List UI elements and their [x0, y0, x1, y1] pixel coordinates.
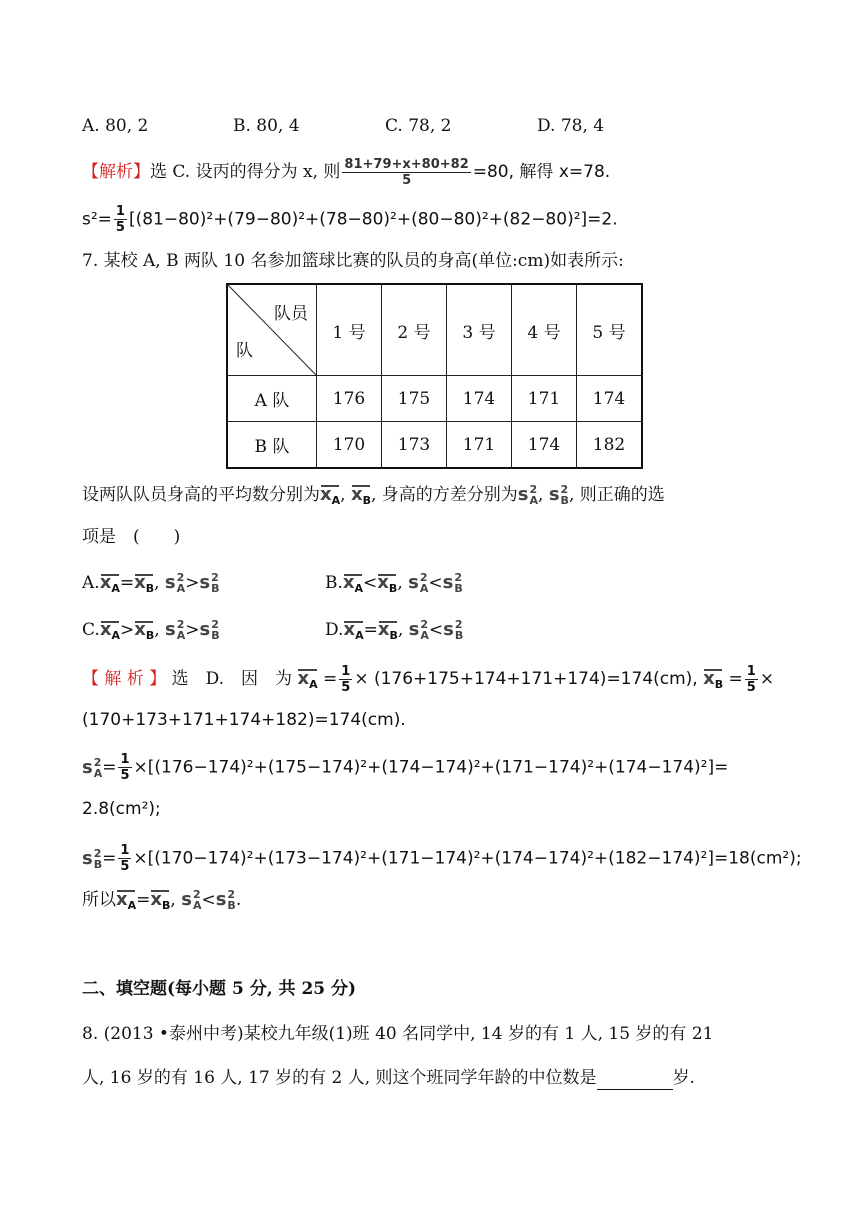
stem-text: , 则正确的选	[568, 485, 665, 505]
solution-text: 所以	[82, 890, 116, 910]
q7-solution-line1: 【 解 析 】 选 D. 因 为 $x_A$ = $\frac{1}{5}$ × (176+175+174+171+174)=174(cm), $x_B$ = $\frac{1}{5}$ ×	[82, 664, 775, 695]
table-row	[227, 376, 642, 422]
option-label: A.	[82, 573, 100, 593]
q8-line1: 8. (2013 •泰州中考)某校九年级(1)班 40 名同学中, 14 岁的有 1 人, 15 岁的有 21	[82, 1024, 714, 1044]
q8-line2	[82, 1066, 695, 1090]
q7-solution-line3: s 2 A = $\frac{1}{5}$ ×[(176−174)²+(175−174)²+(174−174)²+(171−174)²+(174−174)²]=	[82, 752, 729, 783]
option-c: $C.x_A>x_B$, s 2 A >s 2 B	[82, 618, 220, 642]
mean-b-symbol: $x_B$	[351, 483, 371, 513]
solution-tag: 【解析】	[82, 162, 150, 182]
section-title: 二、填空题(每小题 5 分, 共 25 分)	[82, 979, 357, 999]
table-cell: 174	[447, 376, 512, 422]
solution-text: ×[(176−174)²+(175−174)²+(174−174)²+(171−174)²+(174−174)²]=	[133, 757, 729, 778]
variance-expression: [(81−80)²+(79−80)²+(78−80)²+(80−80)²+(82−80)²]=2.	[128, 209, 618, 230]
q7-solution-line5: s 2 B = $\frac{1}{5}$ ×[(170−174)²+(173−174)²+(171−174)²+(174−174)²+(182−174)²]=18(cm²);	[82, 843, 802, 874]
solution-text: 选 D. 因 为	[171, 669, 293, 689]
option-d: $D.x_A=x_B$, s 2 A <s 2 B	[325, 618, 464, 642]
corner-top-label: 队员	[274, 304, 308, 324]
option-label: B.	[325, 573, 343, 593]
answer-blank[interactable]	[597, 1071, 673, 1090]
corner-bottom-label: 队	[236, 341, 253, 361]
fraction	[342, 157, 470, 188]
q7-solution-line2: (170+173+171+174+182)=174(cm).	[82, 710, 406, 730]
stem-text: 设两队队员身高的平均数分别为	[82, 485, 320, 505]
q6-solution-line1	[82, 157, 610, 188]
option-a: $A.x_A=x_B$, s 2 A >s 2 B	[82, 571, 220, 595]
table-cell: 182	[577, 422, 643, 469]
table-cell: 171	[512, 376, 577, 422]
q7-stem2: 设两队队员身高的平均数分别为$x_A$, $x_B$, 身高的方差分别为s 2 A , s 2 B , 则正确的选	[82, 483, 665, 513]
variance-a-symbol: s 2 A	[517, 483, 539, 507]
height-table	[226, 283, 643, 469]
table-cell: 170	[317, 422, 382, 469]
header-cell: 4 号	[512, 284, 577, 376]
stem-text: 身高的方差分别为	[381, 485, 518, 505]
table-cell: 173	[382, 422, 447, 469]
q8-text: 岁.	[672, 1068, 695, 1088]
option-a: A. 80, 2	[82, 116, 149, 136]
option-label: C.	[82, 620, 100, 640]
q7-stem3: 项是 ( )	[82, 527, 181, 547]
table-cell: 174	[577, 376, 643, 422]
table-cell: 171	[447, 422, 512, 469]
table-cell: 176	[317, 376, 382, 422]
table-row	[227, 422, 642, 469]
row-label: B 队	[227, 422, 317, 469]
table-corner-cell	[227, 284, 317, 376]
q7-stem: 7. 某校 A, B 两队 10 名参加篮球比赛的队员的身高(单位:cm)如表所示:	[82, 251, 624, 271]
fraction	[114, 204, 127, 235]
fraction-numerator: 1	[115, 204, 125, 219]
option-label: D.	[325, 620, 344, 640]
header-cell: 5 号	[577, 284, 643, 376]
q7-solution-line6: 所以$x_A=x_B$, s 2 A <s 2 B .	[82, 888, 241, 918]
fraction-denominator: 5	[402, 173, 412, 188]
variance-b-symbol: s 2 B	[548, 483, 569, 507]
option-b: B. 80, 4	[233, 116, 300, 136]
row-label: A 队	[227, 376, 317, 422]
q6-solution-line2	[82, 204, 618, 235]
solution-text: 选 C. 设丙的得分为 x, 则	[150, 162, 341, 182]
mean-a-symbol: $x_A$	[320, 483, 340, 513]
variance-label: s²=	[82, 209, 112, 230]
fraction-denominator: 5	[115, 220, 125, 235]
option-b: $B.x_A<x_B$, s 2 A <s 2 B	[325, 571, 463, 595]
header-cell: 2 号	[382, 284, 447, 376]
fraction-numerator: 81+79+x+80+82	[344, 157, 469, 172]
option-d: D. 78, 4	[537, 116, 605, 136]
q7-solution-line4: 2.8(cm²);	[82, 799, 161, 819]
table-cell: 175	[382, 376, 447, 422]
solution-result: =80, 解得 x=78.	[472, 162, 611, 182]
solution-text: ×	[759, 669, 775, 689]
option-c: C. 78, 2	[385, 116, 452, 136]
header-cell: 3 号	[447, 284, 512, 376]
table-cell: 174	[512, 422, 577, 469]
header-cell: 1 号	[317, 284, 382, 376]
solution-tag: 【 解 析 】	[82, 669, 167, 689]
q8-text: 人, 16 岁的有 16 人, 17 岁的有 2 人, 则这个班同学年龄的中位数是	[82, 1068, 597, 1088]
solution-text: ×[(170−174)²+(173−174)²+(171−174)²+(174−174)²+(182−174)²]=18(cm²);	[133, 848, 802, 869]
solution-text: × (176+175+174+171+174)=174(cm),	[354, 669, 698, 689]
